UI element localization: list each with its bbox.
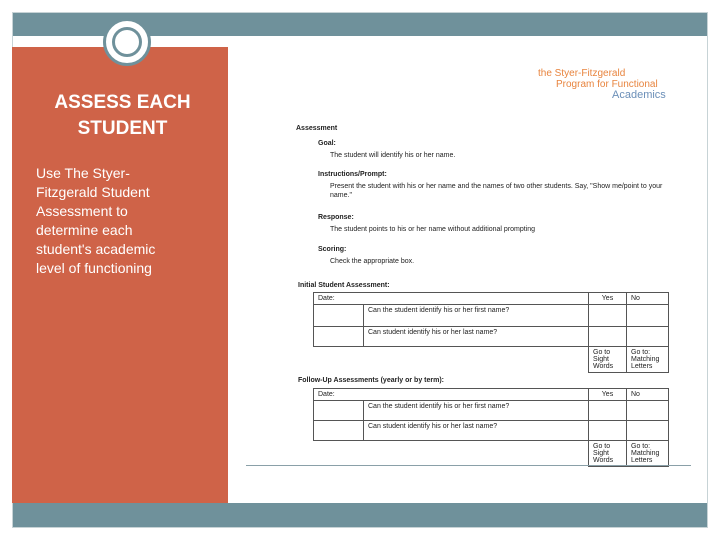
instructions-label: Instructions/Prompt: (318, 171, 387, 178)
goal-label: Goal: (318, 140, 336, 147)
ring-ornament-icon (103, 18, 151, 66)
program-logo (538, 68, 683, 101)
logo-line-1: the Styer-Fitzgerald (538, 68, 626, 79)
followup-assessment-heading: Follow-Up Assessments (yearly or by term): (298, 377, 445, 384)
goto-sight-words-2: Go to Sight Words (589, 441, 627, 467)
question-last-name-2: Can student identify his or her last name? (364, 421, 589, 441)
goto-sight-words: Go to Sight Words (589, 347, 627, 373)
date-cell-2: Date: (314, 389, 589, 401)
checkbox-yes-3[interactable] (589, 401, 627, 421)
question-first-name-2: Can the student identify his or her first name? (364, 401, 589, 421)
goal-text: The student will identify his or her name. (330, 152, 456, 159)
checkbox-no-4[interactable] (627, 421, 669, 441)
initial-assessment-table (313, 292, 669, 373)
question-first-name: Can the student identify his or her first name? (364, 305, 589, 327)
document-heading: Assessment (296, 125, 338, 132)
yes-header: Yes (589, 293, 627, 305)
logo-line-3: Academics (612, 89, 666, 101)
date-cell: Date: (314, 293, 589, 305)
initial-assessment-heading: Initial Student Assessment: (298, 282, 390, 289)
response-label: Response: (318, 214, 354, 221)
checkbox-yes-4[interactable] (589, 421, 627, 441)
scoring-label: Scoring: (318, 246, 347, 253)
no-header: No (627, 293, 669, 305)
logo-line-2: Program for Functional (556, 79, 658, 90)
checkbox-yes-1[interactable] (589, 305, 627, 327)
no-header-2: No (627, 389, 669, 401)
checkbox-no-3[interactable] (627, 401, 669, 421)
checkbox-yes-2[interactable] (589, 327, 627, 347)
slide-title: ASSESS EACH STUDENT (54, 92, 191, 139)
checkbox-no-1[interactable] (627, 305, 669, 327)
question-last-name: Can student identify his or her last name? (364, 327, 589, 347)
slide-body-text: Use The Styer-Fitzgerald Student Assessment to determine each student's academic level of functioning (36, 165, 156, 276)
checkbox-no-2[interactable] (627, 327, 669, 347)
scoring-text: Check the appropriate box. (330, 258, 415, 265)
yes-header-2: Yes (589, 389, 627, 401)
response-text: The student points to his or her name without additional prompting (330, 226, 536, 233)
goto-matching-letters: Go to: Matching Letters (627, 347, 669, 373)
document-bottom-rule (246, 465, 691, 466)
instructions-text: Present the student with his or her name and the names of two other students. Say, "Show me/point to your name." (330, 183, 663, 199)
goto-matching-letters-2: Go to: Matching Letters (627, 441, 669, 467)
followup-assessment-table (313, 388, 669, 467)
